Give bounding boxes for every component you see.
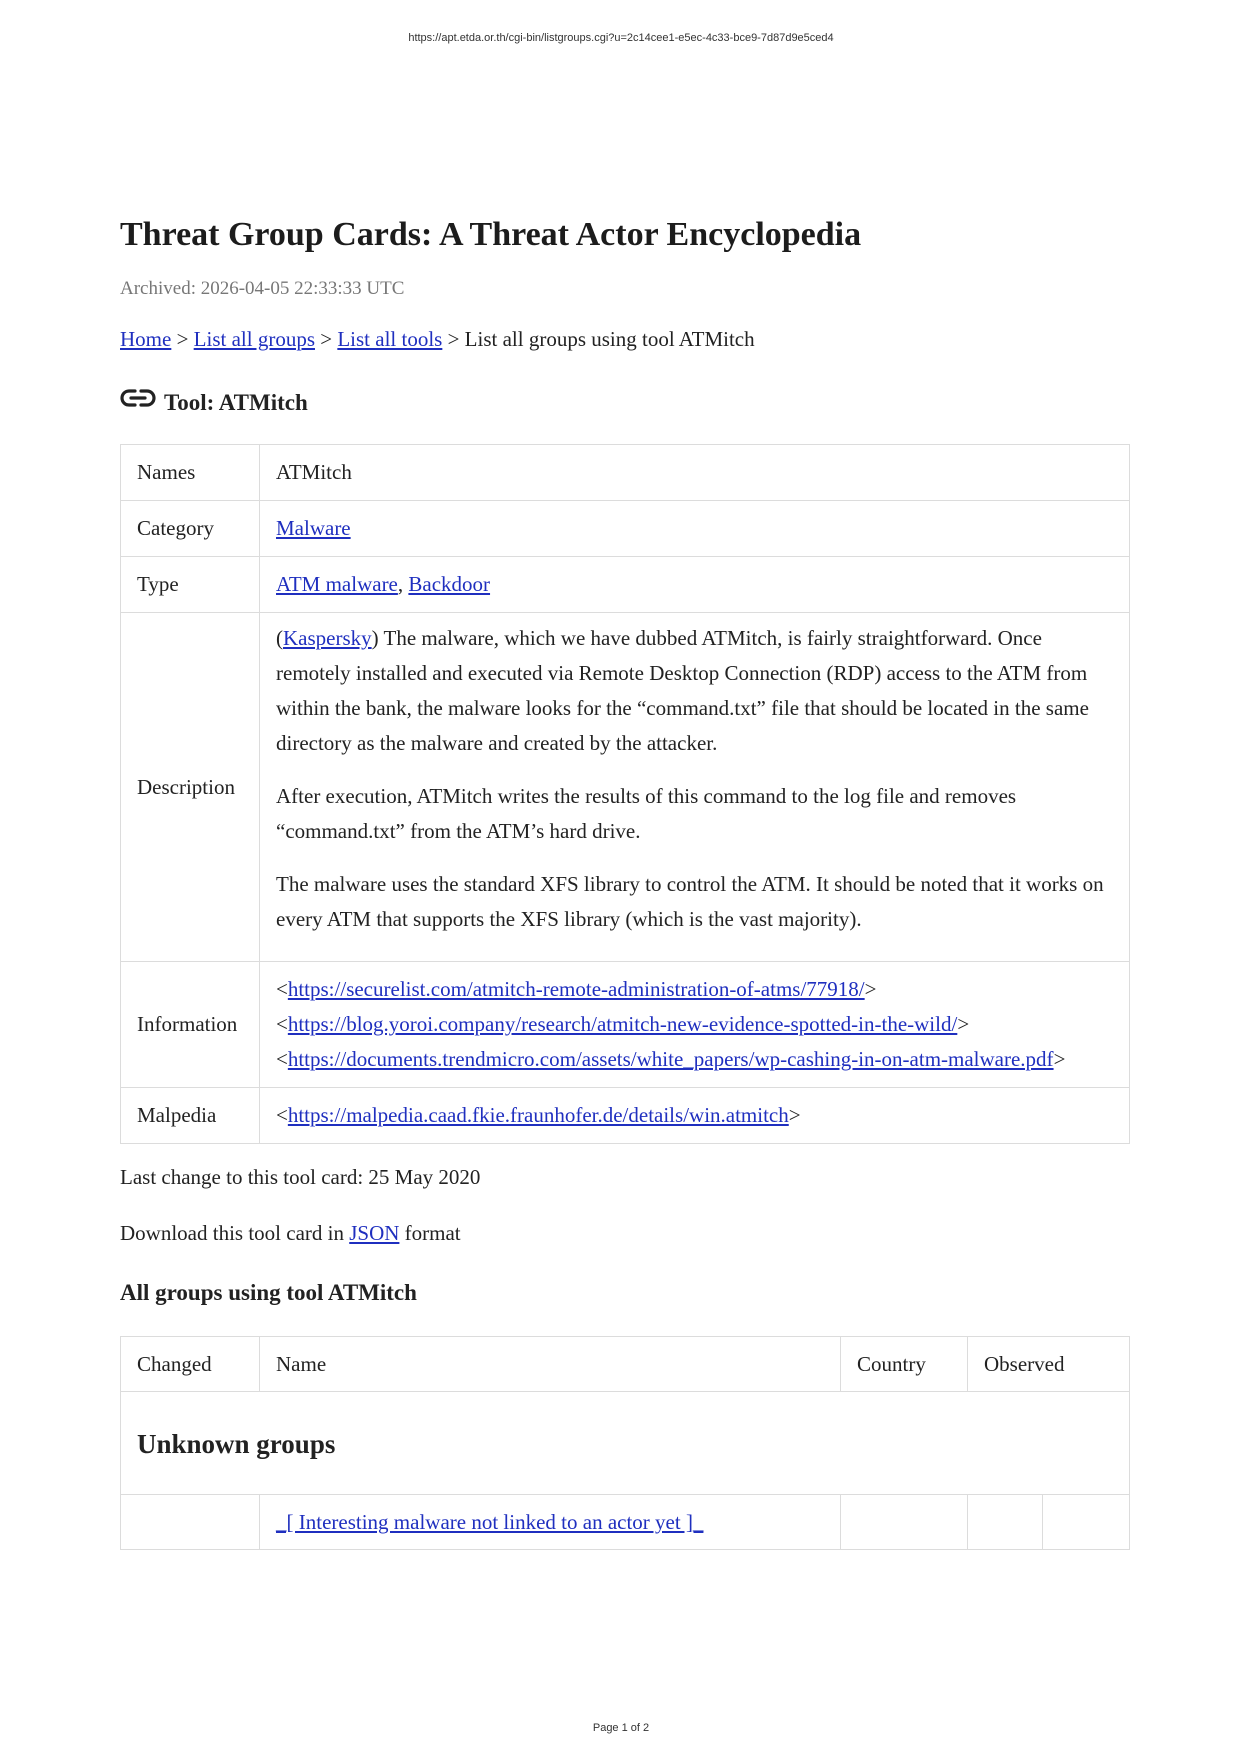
securelist-link[interactable]: https://securelist.com/atmitch-remote-administration-of-atms/77918/ [287, 977, 865, 1001]
groups-section-row [121, 1392, 1130, 1495]
category-cell [260, 501, 1130, 557]
country-cell [841, 1495, 968, 1550]
groups-header-row [121, 1337, 1130, 1392]
table-row [121, 1495, 1130, 1550]
information-link-item: <https://securelist.com/atmitch-remote-administration-of-atms/77918/> [276, 977, 877, 1001]
paren-close: ) [371, 626, 379, 650]
tool-card-table [120, 444, 1130, 1144]
main-content [120, 210, 1130, 1550]
download-line [120, 1218, 1130, 1248]
groups-table [120, 1336, 1130, 1550]
information-link-item: <https://blog.yoroi.company/research/atmitch-new-evidence-spotted-in-the-wild/> [276, 1012, 970, 1036]
last-change-text: Last change to this tool card: 25 May 2020 [120, 1165, 481, 1189]
tool-heading [120, 388, 1130, 418]
name-cell [260, 1495, 841, 1550]
json-download-link[interactable]: JSON [349, 1221, 400, 1245]
download-prefix: Download this tool card in [120, 1221, 350, 1245]
download-suffix: format [399, 1221, 461, 1245]
type-cell [260, 557, 1130, 613]
page-title: Threat Group Cards: A Threat Actor Encyclopedia [120, 216, 862, 253]
malpedia-link[interactable]: https://malpedia.caad.fkie.fraunhofer.de/details/win.atmitch [287, 1103, 789, 1127]
category-malware-link[interactable]: Malware [276, 516, 351, 540]
breadcrumb-all-groups-link[interactable]: List all groups [193, 327, 315, 351]
description-label: Description [121, 613, 260, 962]
type-label: Type [121, 557, 260, 613]
description-paragraph-2: After execution, ATMitch writes the results of this command to the log file and removes “command.txt” from the ATM’s hard drive. [276, 784, 1017, 843]
interesting-malware-link[interactable]: _[ Interesting malware not linked to an actor yet ]_ [276, 1510, 704, 1534]
tool-heading-text: Tool: ATMitch [164, 390, 308, 415]
trendmicro-link[interactable]: https://documents.trendmicro.com/assets/white_papers/wp-cashing-in-on-atm-malware.pdf [287, 1047, 1054, 1071]
category-label: Category [121, 501, 260, 557]
description-paragraph [276, 621, 1113, 761]
breadcrumb-separator: > [315, 327, 338, 351]
table-row-information [121, 962, 1130, 1088]
extra-cell [1043, 1495, 1130, 1550]
information-link-item: <https://documents.trendmicro.com/assets/white_papers/wp-cashing-in-on-atm-malware.pdf> [276, 1047, 1066, 1071]
page-url-header: https://apt.etda.or.th/cgi-bin/listgroups.cgi?u=2c14cee1-e5ec-4c33-bce9-7d87d9e5ced4 [408, 32, 834, 44]
breadcrumb-all-tools-link[interactable]: List all tools [337, 327, 443, 351]
table-row-type [121, 557, 1130, 613]
column-header-country: Country [841, 1337, 968, 1392]
type-separator: , [397, 572, 409, 596]
type-backdoor-link[interactable]: Backdoor [408, 572, 491, 596]
description-paragraph-3: The malware uses the standard XFS library to control the ATM. It should be noted that it works on every ATM that supports the XFS library (which is the vast majority). [276, 872, 1104, 931]
observed-cell [968, 1495, 1043, 1550]
column-header-name: Name [260, 1337, 841, 1392]
kaspersky-source-link[interactable]: Kaspersky [283, 626, 372, 650]
description-cell [260, 613, 1130, 962]
table-row-names [121, 445, 1130, 501]
breadcrumb-separator: > [171, 327, 194, 351]
link-icon [120, 386, 156, 410]
section-unknown-groups: Unknown groups [121, 1392, 1130, 1495]
type-atm-malware-link[interactable]: ATM malware [276, 572, 398, 596]
column-header-observed: Observed [968, 1337, 1130, 1392]
breadcrumb [120, 324, 1130, 354]
table-row-malpedia [121, 1088, 1130, 1144]
breadcrumb-home-link[interactable]: Home [120, 327, 172, 351]
information-cell [260, 962, 1130, 1088]
information-label: Information [121, 962, 260, 1088]
breadcrumb-current: > List all groups using tool ATMitch [442, 327, 755, 351]
malpedia-cell: <https://malpedia.caad.fkie.fraunhofer.de/details/win.atmitch> [260, 1088, 1130, 1144]
archived-timestamp: Archived: 2026-04-05 22:33:33 UTC [120, 278, 405, 299]
paren-open: ( [276, 626, 283, 650]
column-header-changed: Changed [121, 1337, 260, 1392]
page-footer: Page 1 of 2 [592, 1722, 650, 1734]
changed-cell [121, 1495, 260, 1550]
groups-heading: All groups using tool ATMitch [120, 1280, 417, 1305]
table-row-category [121, 501, 1130, 557]
yoroi-link[interactable]: https://blog.yoroi.company/research/atmitch-new-evidence-spotted-in-the-wild/ [287, 1012, 958, 1036]
description-text-1: The malware, which we have dubbed ATMitch, is fairly straightforward. Once remotely installed and executed via Remote Desktop Connection (RDP) access to the ATM from within the bank, the malware looks for the “command.txt” file that should be located in the same directory as the malware and created by the attacker. [276, 626, 1089, 755]
table-row-description [121, 613, 1130, 962]
names-value: ATMitch [260, 445, 1130, 501]
names-label: Names [121, 445, 260, 501]
malpedia-label: Malpedia [121, 1088, 260, 1144]
